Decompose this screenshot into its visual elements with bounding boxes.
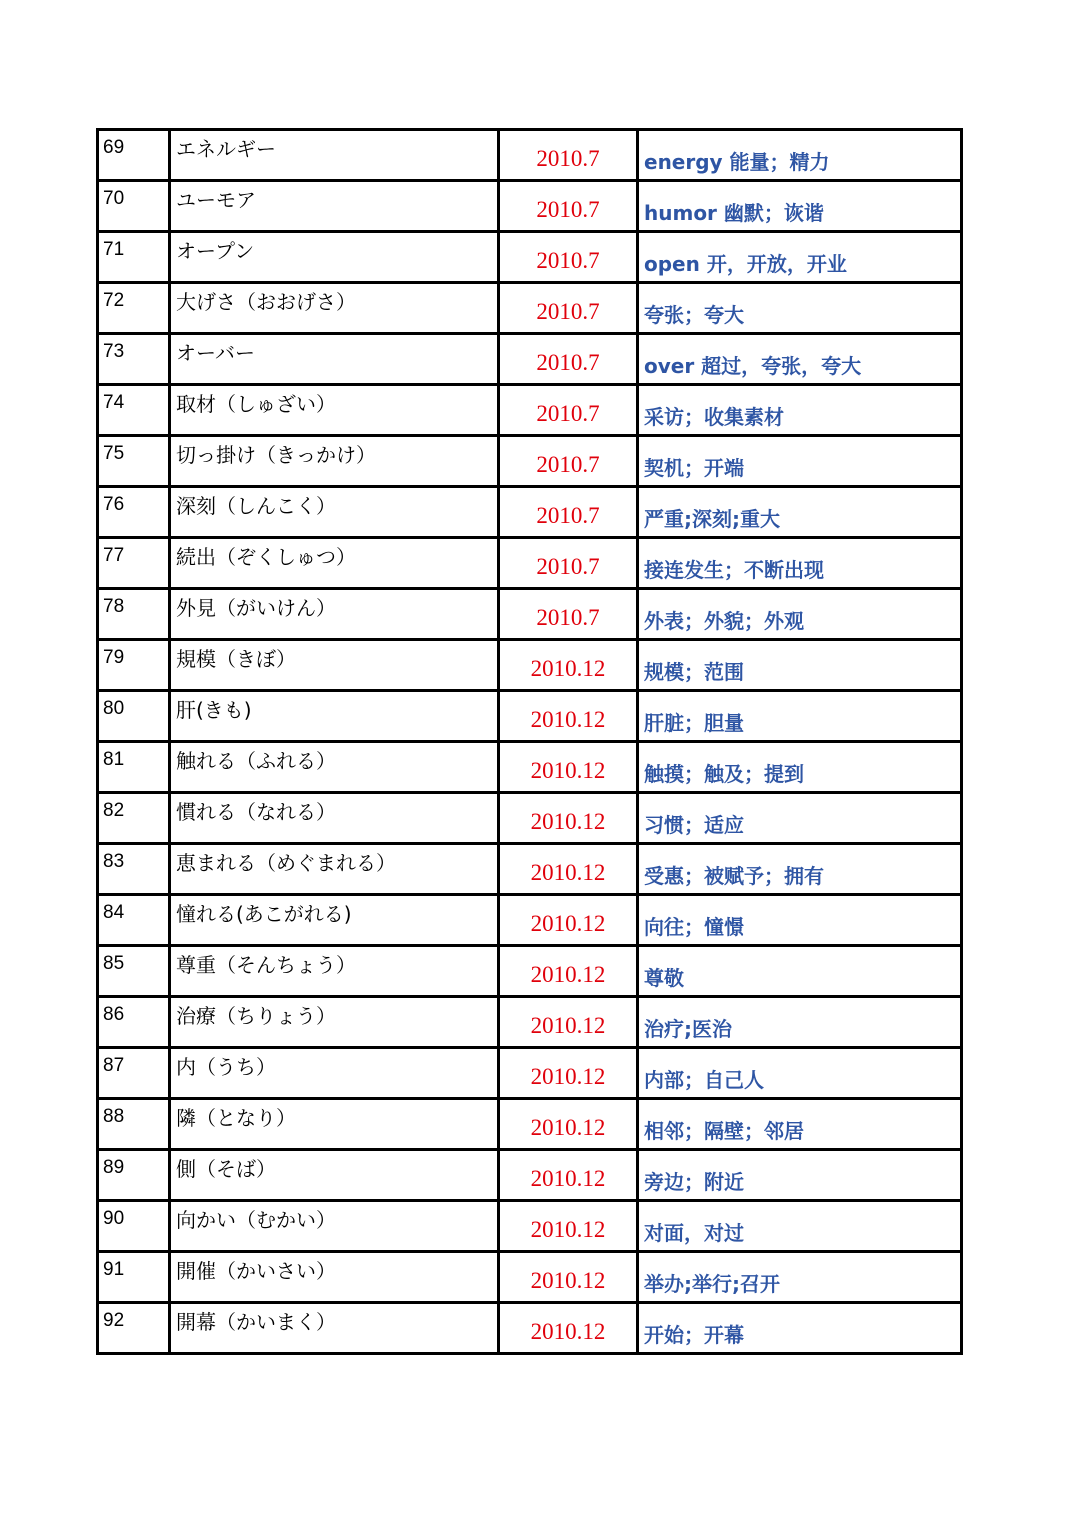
date-cell: 2010.7 [499, 538, 638, 589]
meaning-cell: energy 能量；精力 [638, 130, 962, 181]
date-cell: 2010.7 [499, 487, 638, 538]
table-row [98, 946, 962, 997]
meaning-cell: 外表；外貌；外观 [638, 589, 962, 640]
table-row [98, 1099, 962, 1150]
word-cell: 側（そば） [170, 1150, 499, 1201]
number-cell: 89 [98, 1150, 170, 1201]
number-cell: 91 [98, 1252, 170, 1303]
word-cell: 肝(きも) [170, 691, 499, 742]
number-cell: 75 [98, 436, 170, 487]
meaning-cell: 肝脏；胆量 [638, 691, 962, 742]
number-cell: 84 [98, 895, 170, 946]
word-cell: 尊重（そんちょう） [170, 946, 499, 997]
word-cell: 切っ掛け（きっかけ） [170, 436, 499, 487]
meaning-cell: 尊敬 [638, 946, 962, 997]
number-cell: 77 [98, 538, 170, 589]
table-row [98, 742, 962, 793]
word-cell: 隣（となり） [170, 1099, 499, 1150]
meaning-cell: 触摸；触及；提到 [638, 742, 962, 793]
number-cell: 87 [98, 1048, 170, 1099]
number-cell: 73 [98, 334, 170, 385]
word-cell: ユーモア [170, 181, 499, 232]
meaning-cell: 严重;深刻;重大 [638, 487, 962, 538]
date-cell: 2010.7 [499, 436, 638, 487]
word-cell: 触れる（ふれる） [170, 742, 499, 793]
table-row [98, 997, 962, 1048]
date-cell: 2010.12 [499, 946, 638, 997]
meaning-cell: 内部；自己人 [638, 1048, 962, 1099]
meaning-cell: 治疗;医治 [638, 997, 962, 1048]
meaning-cell: 开始；开幕 [638, 1303, 962, 1354]
date-cell: 2010.12 [499, 1099, 638, 1150]
number-cell: 71 [98, 232, 170, 283]
meaning-cell: 相邻；隔壁；邻居 [638, 1099, 962, 1150]
date-cell: 2010.12 [499, 691, 638, 742]
number-cell: 81 [98, 742, 170, 793]
word-cell: オーバー [170, 334, 499, 385]
word-cell: エネルギー [170, 130, 499, 181]
number-cell: 92 [98, 1303, 170, 1354]
meaning-cell: 向往；憧憬 [638, 895, 962, 946]
table-row [98, 334, 962, 385]
table-row [98, 793, 962, 844]
meaning-cell: open 开，开放，开业 [638, 232, 962, 283]
table-row [98, 844, 962, 895]
table-row [98, 232, 962, 283]
number-cell: 76 [98, 487, 170, 538]
meaning-cell: 对面，对过 [638, 1201, 962, 1252]
date-cell: 2010.12 [499, 640, 638, 691]
number-cell: 80 [98, 691, 170, 742]
vocabulary-table-body [98, 130, 962, 1354]
table-row [98, 589, 962, 640]
date-cell: 2010.12 [499, 1150, 638, 1201]
table-row [98, 1048, 962, 1099]
word-cell: 内（うち） [170, 1048, 499, 1099]
word-cell: 向かい（むかい） [170, 1201, 499, 1252]
meaning-cell: 旁边；附近 [638, 1150, 962, 1201]
table-row [98, 1150, 962, 1201]
date-cell: 2010.12 [499, 844, 638, 895]
table-row [98, 691, 962, 742]
date-cell: 2010.7 [499, 334, 638, 385]
word-cell: 外見（がいけん） [170, 589, 499, 640]
date-cell: 2010.12 [499, 895, 638, 946]
meaning-cell: 受惠；被赋予；拥有 [638, 844, 962, 895]
number-cell: 83 [98, 844, 170, 895]
table-row [98, 1303, 962, 1354]
table-row [98, 640, 962, 691]
meaning-cell: humor 幽默；诙谐 [638, 181, 962, 232]
word-cell: 規模（きぼ） [170, 640, 499, 691]
meaning-cell: 规模；范围 [638, 640, 962, 691]
date-cell: 2010.12 [499, 1303, 638, 1354]
date-cell: 2010.7 [499, 385, 638, 436]
number-cell: 79 [98, 640, 170, 691]
number-cell: 88 [98, 1099, 170, 1150]
number-cell: 72 [98, 283, 170, 334]
table-row [98, 1252, 962, 1303]
date-cell: 2010.12 [499, 997, 638, 1048]
table-row [98, 1201, 962, 1252]
meaning-cell: 接连发生；不断出现 [638, 538, 962, 589]
word-cell: 憧れる(あこがれる) [170, 895, 499, 946]
date-cell: 2010.12 [499, 1201, 638, 1252]
word-cell: 開幕（かいまく） [170, 1303, 499, 1354]
meaning-cell: over 超过，夸张，夸大 [638, 334, 962, 385]
date-cell: 2010.7 [499, 232, 638, 283]
table-row [98, 130, 962, 181]
word-cell: 取材（しゅざい） [170, 385, 499, 436]
number-cell: 70 [98, 181, 170, 232]
word-cell: 慣れる（なれる） [170, 793, 499, 844]
word-cell: 恵まれる（めぐまれる） [170, 844, 499, 895]
vocabulary-table [96, 128, 963, 1355]
word-cell: 治療（ちりょう） [170, 997, 499, 1048]
table-row [98, 487, 962, 538]
number-cell: 74 [98, 385, 170, 436]
word-cell: 続出（ぞくしゅつ） [170, 538, 499, 589]
number-cell: 85 [98, 946, 170, 997]
word-cell: 開催（かいさい） [170, 1252, 499, 1303]
date-cell: 2010.7 [499, 589, 638, 640]
date-cell: 2010.7 [499, 181, 638, 232]
date-cell: 2010.7 [499, 130, 638, 181]
table-row [98, 538, 962, 589]
date-cell: 2010.12 [499, 793, 638, 844]
date-cell: 2010.12 [499, 1252, 638, 1303]
number-cell: 82 [98, 793, 170, 844]
date-cell: 2010.12 [499, 742, 638, 793]
table-row [98, 895, 962, 946]
number-cell: 86 [98, 997, 170, 1048]
meaning-cell: 契机；开端 [638, 436, 962, 487]
table-row [98, 385, 962, 436]
number-cell: 78 [98, 589, 170, 640]
meaning-cell: 夸张；夸大 [638, 283, 962, 334]
number-cell: 69 [98, 130, 170, 181]
word-cell: 大げさ（おおげさ） [170, 283, 499, 334]
word-cell: オープン [170, 232, 499, 283]
table-row [98, 436, 962, 487]
number-cell: 90 [98, 1201, 170, 1252]
table-row [98, 181, 962, 232]
date-cell: 2010.7 [499, 283, 638, 334]
meaning-cell: 习惯；适应 [638, 793, 962, 844]
word-cell: 深刻（しんこく） [170, 487, 499, 538]
meaning-cell: 采访；收集素材 [638, 385, 962, 436]
date-cell: 2010.12 [499, 1048, 638, 1099]
table-row [98, 283, 962, 334]
meaning-cell: 举办;举行;召开 [638, 1252, 962, 1303]
